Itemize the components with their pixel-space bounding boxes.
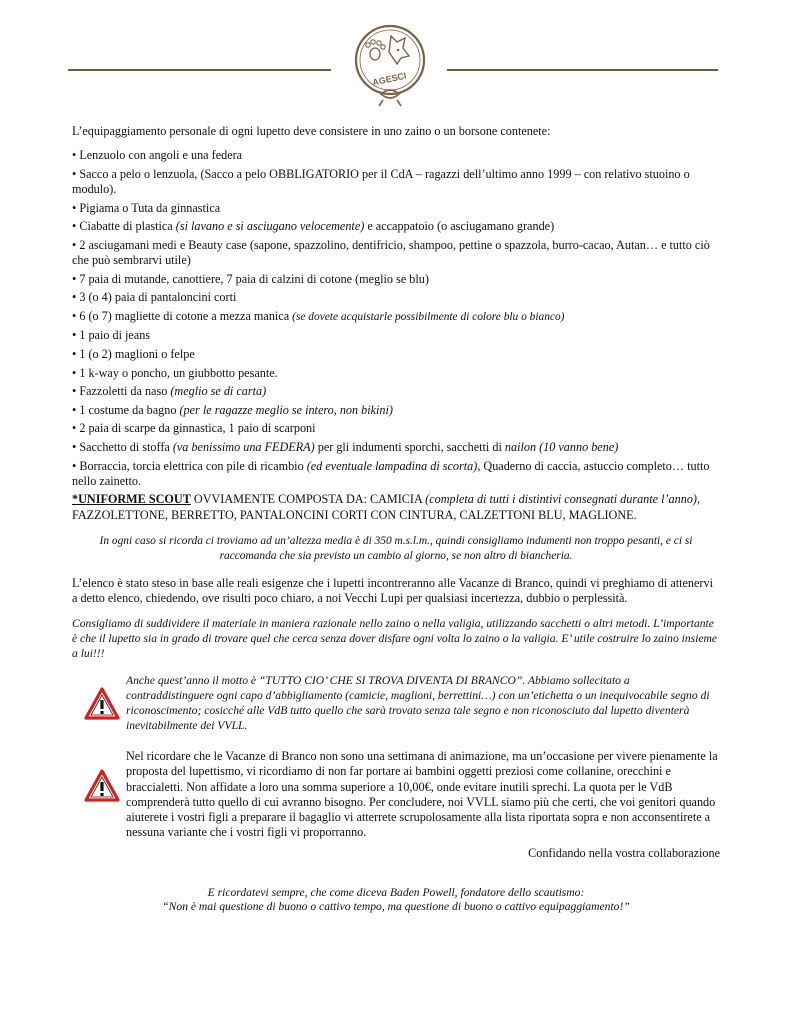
list-item: • Lenzuolo con angoli e una federa <box>72 148 243 163</box>
header-rule-left <box>68 69 331 71</box>
document-body <box>72 124 720 915</box>
baden-powell-quote <box>72 886 720 915</box>
quote-text: “Non è mai questione di buono o cattivo tempo, ma questione di buono o cattivo equipaggiamento!” <box>162 900 630 914</box>
list-item: • 1 (o 2) maglioni o felpe <box>72 346 195 361</box>
logo-text: AGESCI <box>371 70 408 88</box>
agesci-logo <box>353 22 427 108</box>
list-item: • 6 (o 7) magliette di cotone a mezza manica (se dovete acquistarle possibilmente di colore blu o bianco) <box>72 308 565 323</box>
list-item: • 3 (o 4) paia di pantaloncini corti <box>72 290 237 305</box>
list-item: • Fazzoletti da naso (meglio se di carta) <box>72 384 267 399</box>
list-item: • 1 costume da bagno (per le ragazze meglio se intero, non bikini) <box>72 402 393 417</box>
header-rule-right <box>447 69 718 71</box>
list-item: • Sacchetto di stoffa (va benissimo una FEDERA) per gli indumenti sporchi, sacchetti di nailon (10 vanno bene) <box>72 439 619 454</box>
list-item: • 2 asciugamani medi e Beauty case (sapone, spazzolino, dentifricio, shampoo, pettine o spazzola, burro-cacao, Autan… e tutto ciò che può sembrarvi utile) <box>72 237 710 267</box>
uniform-title: *UNIFORME SCOUT <box>72 492 191 507</box>
list-item: • 1 k-way o poncho, un giubbotto pesante. <box>72 365 278 380</box>
list-item: • Borraccia, torcia elettrica con pile di ricambio (ed eventuale lampadina di scorta), Quaderno di caccia, astuccio completo… tutto nello zainetto. <box>72 458 710 488</box>
consigliamo-paragraph: Consigliamo di suddividere il materiale in maniera razionale nello zaino o nella valigia, utilizzando sacchetti o altri metodi. L’importante è che il lupetto sia in grado di trovare quel che cerca senza dover disfare ogni volta lo zaino o la valigia. E’ utile costruire lo zaino insieme a lui!!! <box>72 617 718 661</box>
warning-icon <box>84 687 120 721</box>
list-item: • 1 paio di jeans <box>72 328 151 343</box>
list-item: • Pigiama o Tuta da ginnastica <box>72 200 221 215</box>
warning-motto-text: Anche quest’anno il motto è “TUTTO CIO’ CHE SI TROVA DIVENTA DI BRANCO”. Abbiamo sollecitato a contraddistinguere ogni capo d’abbigliamento (camicie, maglioni, berrettini…) con un’etichetta o un inequivocabile segno di riconoscimento; cosicché alle VdB tutto quello che sarà trovato senza tale segno e non riconosciuto dal lupetto diventerà inevitabilmente dei VVLL. <box>126 674 710 733</box>
list-item: • Sacco a pelo o lenzuola, (Sacco a pelo OBBLIGATORIO per il CdA – ragazzi dell’ultimo anno 1999 – con relativo stuoino o modulo). <box>72 166 690 196</box>
warning-block-motto <box>72 673 720 733</box>
warning-icon <box>84 769 120 803</box>
warning-valuables-text: Nel ricordare che le Vacanze di Branco non sono una settimana di animazione, ma un’occasione per vivere pienamente la proposta del lupettismo, vi ricordiamo di non far portare ai bambini oggetti preziosi come collanine, orecchini e braccialetti. Non affidate a loro una somma superiore a 10,00€, onde evitare inutili sprechi. La quota per le VdB comprenderà tutto quello di cui avranno bisogno. Per concludere, noi VVLL siamo più che certi, che voi genitori quando aiuterete i vostri figli a preparare il bagaglio vi atterrete scrupolosamente alla lista riportata sopra e non acconsentirete a nessuna variante che i vostri figli vi proporranno. <box>126 749 718 840</box>
intro-text: L’equipaggiamento personale di ogni lupetto deve consistere in uno zaino o un borsone contenete: <box>72 124 551 138</box>
uniform-paragraph: *UNIFORME SCOUT OVVIAMENTE COMPOSTA DA: CAMICIA (completa di tutti i distintivi consegnati durante l’anno), FAZZOLETTONE, BERRETTO, PANTALONCINI CORTI CON CINTURA, CALZETTONI BLU, MAGLIONE. <box>72 492 701 522</box>
elenco-paragraph: L’elenco è stato steso in base alle reali esigenze che i lupetti incontreranno alle Vacanze di Branco, quindi vi preghiamo di attenervi a detto elenco, chiedendo, ove risulti poco chiaro, a noi Vecchi Lupi per qualsiasi incertezza, dubbio o perplessità. <box>72 575 713 605</box>
altitude-note: In ogni caso si ricorda ci troviamo ad un’altezza media è di 350 m.s.l.m., quindi consigliamo indumenti non troppo pesanti, e ci si raccomanda che sia previsto un cambio al giorno, se non altro di biancheria. <box>99 534 693 562</box>
list-item: • 2 paia di scarpe da ginnastica, 1 paio di scarponi <box>72 421 316 436</box>
list-item: • Ciabatte di plastica (si lavano e si asciugano velocemente) e accappatoio (o asciugamano grande) <box>72 219 555 234</box>
quote-intro: E ricordatevi sempre, che come diceva Baden Powell, fondatore dello scautismo: <box>207 885 585 899</box>
warning-block-valuables <box>72 749 720 840</box>
closing-salutation: Confidando nella vostra collaborazione <box>528 846 720 861</box>
equipment-list <box>72 148 720 489</box>
list-item: • 7 paia di mutande, canottiere, 7 paia di calzini di cotone (meglio se blu) <box>72 271 429 286</box>
